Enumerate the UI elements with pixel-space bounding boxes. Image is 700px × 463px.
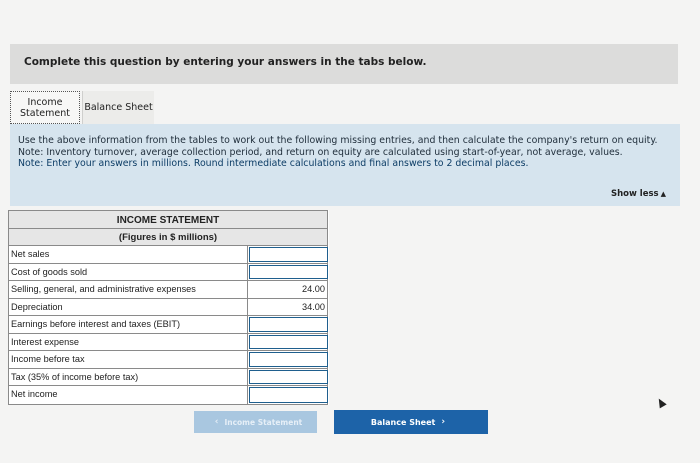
next-tab-button[interactable] <box>334 410 488 434</box>
show-less-label: Show less <box>610 189 659 199</box>
given-value: 34.00 <box>302 301 325 312</box>
question-title: Complete this question by entering your answers in the tabs below. <box>24 56 427 68</box>
answer-input[interactable] <box>249 352 328 367</box>
table-header <box>8 210 328 246</box>
tab-income-statement[interactable] <box>10 91 80 124</box>
table-row <box>9 246 327 264</box>
table-row <box>9 264 327 282</box>
value-cell <box>247 299 328 316</box>
row-label: Net sales <box>11 249 50 259</box>
value-cell <box>247 316 328 333</box>
mouse-cursor-icon <box>655 397 666 409</box>
value-cell <box>247 334 328 351</box>
answer-input[interactable] <box>249 247 328 262</box>
question-header <box>10 44 678 84</box>
row-label: Interest expense <box>11 336 79 347</box>
row-label: Earnings before interest and taxes (EBIT) <box>11 319 181 329</box>
income-statement-table <box>8 210 329 405</box>
answer-input[interactable] <box>249 387 328 403</box>
given-value: 24.00 <box>302 284 325 294</box>
answer-input[interactable] <box>249 370 328 385</box>
tab-balance-sheet[interactable] <box>82 91 154 124</box>
table-subtitle: (Figures in $ millions) <box>118 232 218 243</box>
table-row <box>9 351 327 369</box>
instructions-note: Note: Enter your answers in millions. Round intermediate calculations and final answers to 2 decimal places. <box>18 158 529 169</box>
row-label: Selling, general, and administrative expenses <box>11 284 196 294</box>
chevron-left-icon: ‹ <box>214 417 219 427</box>
answer-input[interactable] <box>249 317 328 332</box>
value-cell <box>247 386 328 404</box>
row-label: Tax (35% of income before tax) <box>11 371 139 382</box>
show-less-link[interactable] <box>611 189 666 201</box>
triangle-up-icon: ▲ <box>660 190 666 198</box>
value-cell <box>247 246 328 263</box>
table-row <box>9 334 327 352</box>
table-row <box>9 386 327 404</box>
prev-tab-button[interactable] <box>194 411 317 433</box>
value-cell <box>247 351 328 368</box>
tab-income-statement-label: Income Statement <box>20 96 70 119</box>
table-row <box>9 369 327 387</box>
value-cell <box>247 281 328 298</box>
row-label: Depreciation <box>11 301 63 312</box>
row-label: Cost of goods sold <box>11 266 88 277</box>
row-label: Income before tax <box>11 354 85 364</box>
tab-balance-sheet-label: Balance Sheet <box>84 102 153 113</box>
table-row <box>9 299 327 317</box>
next-tab-label: Balance Sheet <box>370 417 436 427</box>
table-row <box>9 316 327 334</box>
answer-input[interactable] <box>249 265 328 280</box>
prev-tab-label: Income Statement <box>224 417 303 427</box>
table-row <box>9 281 327 299</box>
row-label: Net income <box>11 389 58 399</box>
instructions-panel <box>10 124 680 206</box>
answer-input[interactable] <box>249 335 328 350</box>
table-body <box>8 246 328 405</box>
value-cell <box>247 264 328 281</box>
instructions-text: Use the above information from the tables to work out the following missing entries, and then calculate the company's return on equity. Note: Inventory turnover, average collection period, and return on equity are calculated using start-of-year, not average, values. <box>18 135 658 158</box>
value-cell <box>247 369 328 386</box>
table-title: INCOME STATEMENT <box>116 215 220 226</box>
chevron-right-icon: › <box>441 417 446 427</box>
